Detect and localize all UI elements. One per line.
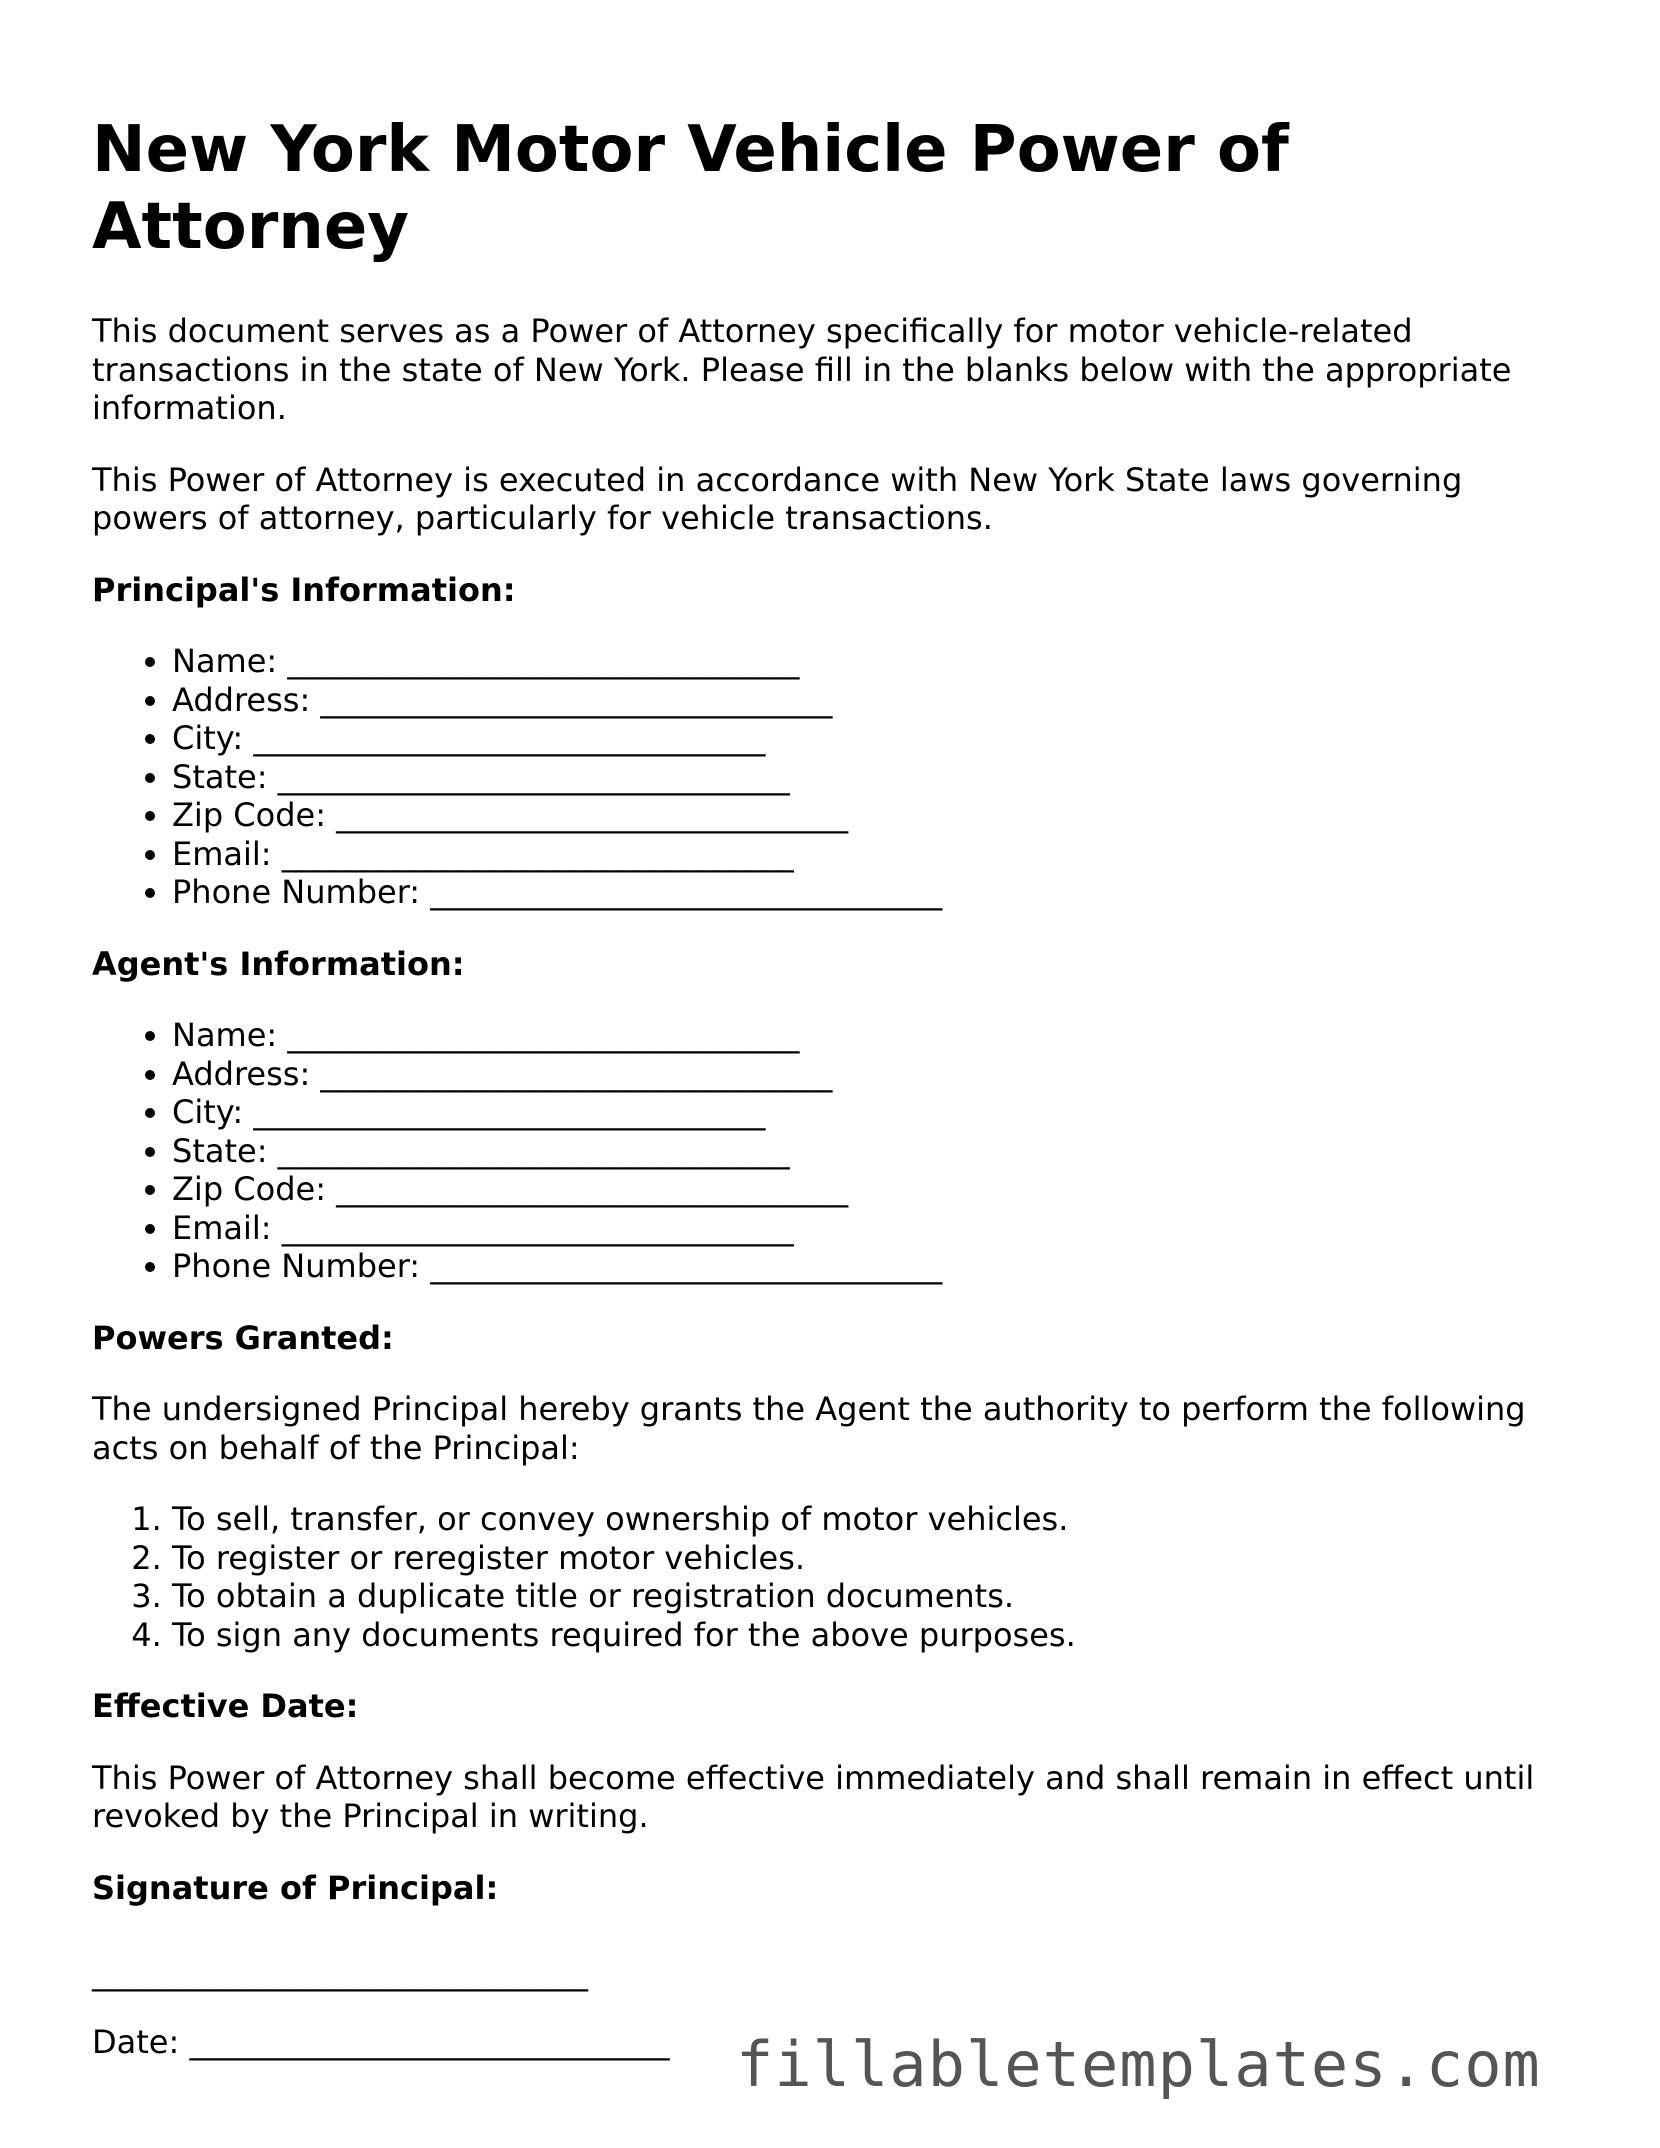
power-item: 4. To sign any documents required for the above purposes. bbox=[172, 1616, 1582, 1655]
agent-heading: Agent's Information: bbox=[92, 944, 465, 983]
principal-heading: Principal's Information: bbox=[92, 570, 516, 609]
agent-state-field[interactable]: • State: ________________________________ bbox=[172, 1132, 1582, 1171]
date-label: Date: bbox=[92, 2022, 180, 2061]
principal-city-blank[interactable]: ________________________________ bbox=[253, 719, 766, 757]
agent-state-blank[interactable]: ________________________________ bbox=[277, 1131, 790, 1170]
power-item: 3. To obtain a duplicate title or registration documents. bbox=[172, 1577, 1582, 1616]
agent-city-field[interactable]: • City: ________________________________ bbox=[172, 1093, 1582, 1132]
principal-state-field[interactable]: • State: ________________________________ bbox=[172, 758, 1582, 797]
power-item: 1. To sell, transfer, or convey ownership of motor vehicles. bbox=[172, 1500, 1582, 1539]
signature-heading: Signature of Principal: bbox=[92, 1868, 499, 1907]
date-blank[interactable]: ______________________________ bbox=[189, 2022, 670, 2061]
principal-fields-list bbox=[92, 642, 1582, 912]
principal-address-blank[interactable]: ________________________________ bbox=[320, 680, 833, 719]
power-item: 2. To register or reregister motor vehicles. bbox=[172, 1539, 1582, 1578]
agent-address-blank[interactable]: ________________________________ bbox=[320, 1054, 833, 1093]
signature-line[interactable]: _______________________________ bbox=[92, 1954, 588, 1992]
principal-state-blank[interactable]: ________________________________ bbox=[277, 757, 790, 796]
principal-name-field[interactable]: • Name: ________________________________ bbox=[172, 642, 1582, 681]
intro-paragraph-1: This document serves as a Power of Attorney specifically for motor vehicle-related transactions in the state of New York. Please fill in the blanks below with the appropriate information. bbox=[92, 312, 1512, 427]
agent-fields-list bbox=[92, 1016, 1582, 1286]
principal-phone-field[interactable]: • Phone Number: ________________________________ bbox=[172, 873, 1582, 912]
principal-address-field[interactable]: • Address: ________________________________ bbox=[172, 681, 1582, 720]
principal-email-field[interactable]: • Email: ________________________________ bbox=[172, 835, 1582, 874]
principal-city-field[interactable]: • City: ________________________________ bbox=[172, 719, 1582, 758]
agent-zip-field[interactable]: • Zip Code: ________________________________ bbox=[172, 1170, 1582, 1209]
powers-heading: Powers Granted: bbox=[92, 1318, 394, 1357]
principal-phone-blank[interactable]: ________________________________ bbox=[430, 873, 943, 911]
agent-name-blank[interactable]: ________________________________ bbox=[287, 1016, 800, 1054]
powers-list bbox=[92, 1500, 1582, 1654]
powers-intro: The undersigned Principal hereby grants the Agent the authority to perform the following acts on behalf of the Principal: bbox=[92, 1390, 1526, 1467]
agent-city-blank[interactable]: ________________________________ bbox=[253, 1093, 766, 1131]
agent-email-field[interactable]: • Email: ________________________________ bbox=[172, 1209, 1582, 1248]
intro-paragraph-2: This Power of Attorney is executed in accordance with New York State laws governing powers of attorney, particularly for vehicle transactions. bbox=[92, 460, 1463, 537]
agent-name-field[interactable]: • Name: ________________________________ bbox=[172, 1016, 1582, 1055]
principal-zip-blank[interactable]: ________________________________ bbox=[336, 796, 849, 834]
agent-email-blank[interactable]: ________________________________ bbox=[281, 1208, 794, 1247]
effective-date-heading: Effective Date: bbox=[92, 1687, 359, 1725]
principal-email-blank[interactable]: ________________________________ bbox=[281, 834, 794, 873]
effective-date-text: This Power of Attorney shall become effective immediately and shall remain in effect until revoked by the Principal in writing. bbox=[92, 1758, 1535, 1835]
agent-address-field[interactable]: • Address: ________________________________ bbox=[172, 1055, 1582, 1094]
agent-phone-field[interactable]: • Phone Number: ________________________________ bbox=[172, 1247, 1582, 1286]
document-title: New York Motor Vehicle Power of Attorney bbox=[92, 113, 1289, 264]
principal-zip-field[interactable]: • Zip Code: ________________________________ bbox=[172, 796, 1582, 835]
agent-zip-blank[interactable]: ________________________________ bbox=[336, 1170, 849, 1208]
document-page bbox=[92, 112, 1582, 2061]
watermark-text: fillabletemplates.com bbox=[736, 2028, 1541, 2101]
agent-phone-blank[interactable]: ________________________________ bbox=[430, 1247, 943, 1285]
principal-name-blank[interactable]: ________________________________ bbox=[287, 642, 800, 680]
